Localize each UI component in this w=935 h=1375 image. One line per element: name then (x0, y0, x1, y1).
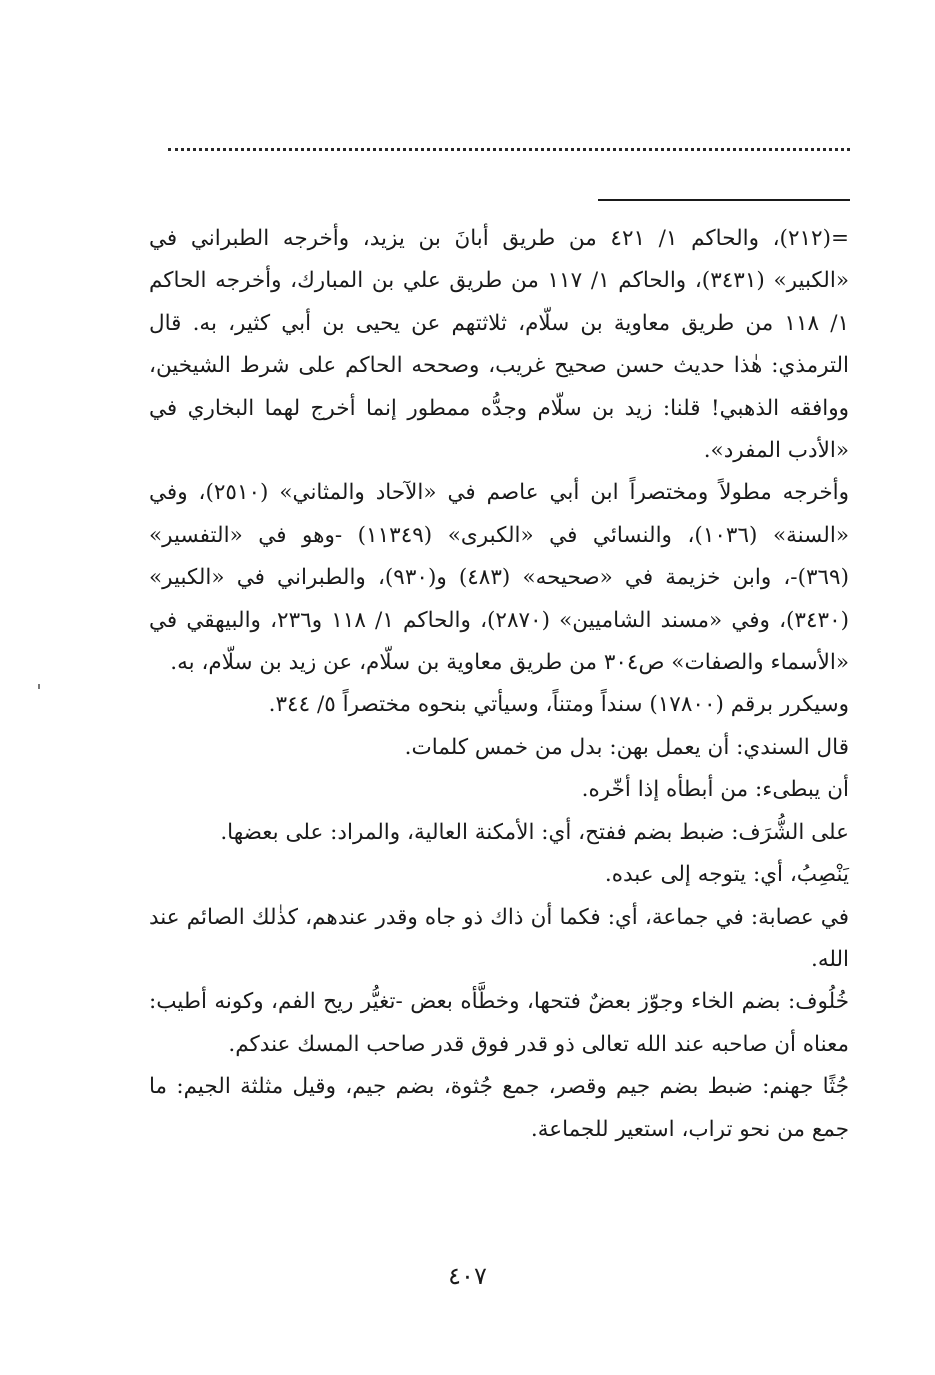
footnote-text (149, 218, 849, 1151)
paragraph-gloss-khuluf: خُلُوف: بضم الخاء وجوّز بعضٌ فتحها، وخطَّأه بعض -تغيُّر ريح الفم، وكونه أطيب: معناه أن صاحبه عند الله تعالى ذو قدر فوق قدر صاحب المسك عندكم. (149, 989, 849, 1057)
dotted-separator (168, 148, 850, 151)
paragraph-gloss-shuraf: على الشُّرَف: ضبط بضم ففتح، أي: الأمكنة العالية، والمراد: على بعضها. (220, 819, 849, 845)
paragraph-cross-reference: وسيكرر برقم (١٧٨٠٠) سنداً ومتناً، وسيأتي بنحوه مختصراً ٥/ ٣٤٤. (268, 692, 849, 718)
paragraph-gloss-juthan: جُثًا جهنم: ضبط بضم جيم وقصر، جمع جُثوة، بضم جيم، وقيل مثلثة الجيم: ما جمع من نحو تراب، استعير للجماعة. (149, 1074, 849, 1142)
paragraph-additional-sources: وأخرجه مطولاً ومختصراً ابن أبي عاصم في «الآحاد والمثاني» (٢٥١٠)، وفي «السنة» (١٠٣٦)، والنسائي في «الكبرى» (١١٣٤٩) -وهو في «التفسير» (٣٦٩)-، وابن خزيمة في «صحيحه» (٤٨٣) و(٩٣٠)، والطبراني في «الكبير» (٣٤٣٠)، وفي «مسند الشاميين» (٢٨٧٠)، والحاكم ١/ ١١٨ و٢٣٦، والبيهقي في «الأسماء والصفات» ص٣٠٤ من طريق معاوية بن سلّام، عن زيد بن سلّام، به. (149, 480, 850, 676)
paragraph-gloss-yubti: أن يبطىء: من أبطأه إذا أخّره. (581, 777, 849, 803)
scan-speck (38, 684, 40, 689)
paragraph-sindi-note: قال السندي: أن يعمل بهن: بدل من خمس كلمات. (404, 734, 849, 760)
page-number: ٤٠٧ (448, 1262, 487, 1290)
footnote-rule (598, 199, 850, 201)
paragraph-gloss-yansib: يَنْصِبُ، أي: يتوجه إلى عبده. (604, 862, 849, 888)
paragraph-gloss-isaba: في عصابة: في جماعة، أي: فكما أن ذاك ذو جاه وقدر عندهم، كذٰلك الصائم عند الله. (149, 904, 849, 972)
paragraph-takhrij: =(٢١٢)، والحاكم ١/ ٤٢١ من طريق أبانَ بن يزيد، وأخرجه الطبراني في «الكبير» (٣٤٣١)، والحاكم ١/ ١١٧ من طريق علي بن المبارك، وأخرجه الحاكم ١/ ١١٨ من طريق معاوية بن سلّام، ثلاثتهم عن يحيى بن أبي كثير، به. قال الترمذي: هٰذا حديث حسن صحيح غريب، وصححه الحاكم على شرط الشيخين، ووافقه الذهبي! قلنا: زيد بن سلّام وجدُّه ممطور إنما أخرج لهما البخاري في «الأدب المفرد». (149, 226, 850, 464)
